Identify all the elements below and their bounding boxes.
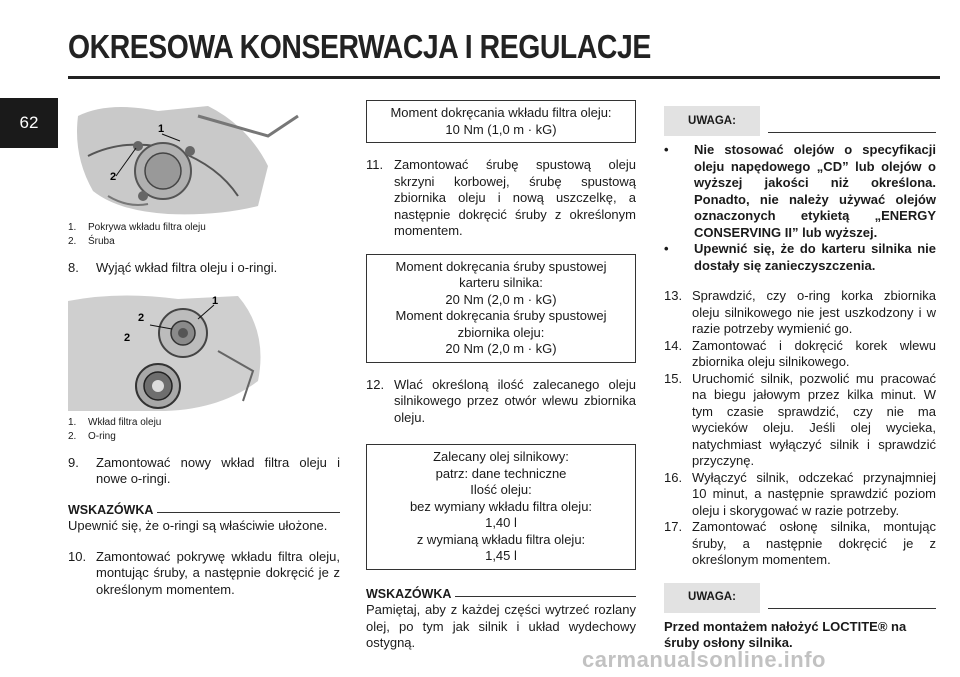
step-17: 17. Zamontować osłonę silnika, montując śruby, a następnie dokręcić je z określonym momentem. [664,519,936,567]
step-16: 16. Wyłączyć silnik, odczekać przynajmniej 10 minut, a następnie sprawdzić poziom oleju i skorygować w razie potrzeby. [664,469,936,518]
column-left [68,96,340,598]
warning-heading: UWAGA: [664,106,936,136]
step-10: 10. Zamontować pokrywę wkładu filtra oleju, montując śruby, a następnie dokręcić je z określonym momentem. [68,548,340,597]
torque-box-drain: Moment dokręcania śruby spustowej karteru silnika: 20 Nm (2,0 m · kG) Moment dokręcania śruby spustowej zbiornika oleju: 20 Nm (2,0 m · kG) [366,254,636,363]
warning-heading: UWAGA: [664,583,936,613]
engine-photo-1 [68,96,340,218]
warning-bullet: • Upewnić się, że do karteru silnika nie dostały się zanieczyszczenia. [664,241,936,273]
fig2-label-1: 1 [212,294,219,307]
torque-box-filter: Moment dokręcania wkładu filtra oleju: 10 Nm (1,0 m · kG) [366,100,636,143]
note-heading: WSKAZÓWKA [68,502,340,519]
step-15: 15. Uruchomić silnik, pozwolić mu pracować na biegu jałowym przez kilka minut. W tym czasie sprawdzić, czy nie ma wycieków oleju. Jeśli olej wycieka, natychmiast wyłączyć silnik i sprawdzić przyczynę. [664,370,936,468]
caption-item: 1. Pokrywa wkładu filtra oleju [68,222,206,233]
caption-item: 1. Wkład filtra oleju [68,416,162,428]
page-title: OKRESOWA KONSERWACJA I REGULACJE [68,28,651,65]
figure-filter-cover [68,96,340,218]
page-number-tab: 62 [0,98,58,148]
step-8: 8. Wyjąć wkład filtra oleju i o-ringi. [68,260,278,275]
engine-photo-2 [68,291,340,413]
fig2-label-2b: 2 [124,331,131,344]
watermark: carmanualsonline.info [582,647,826,672]
note-heading: WSKAZÓWKA [366,586,636,603]
column-middle [366,100,636,652]
fig1-label-1: 1 [158,123,165,135]
warning-bullet: • Nie stosować olejów o specyfikacji oleju napędowego „CD” lub olejów o wyższej jakości niż określona. Ponadto, nie należy używać olejów oznaczonych etykietą „ENERGY CONSERVING II” lub wyższej. [664,142,936,240]
note-text: Upewnić się, że o-ringi są właściwie ułożone. [68,518,328,533]
oil-spec-box: Zalecany olej silnikowy: patrz: dane techniczne Ilość oleju: bez wymiany wkładu filtra oleju: 1,40 l z wymianą wkładu filtra oleju: 1,45 l [366,444,636,570]
fig2-label-2a: 2 [138,311,145,324]
column-right [664,106,936,652]
step-11: 11. Zamontować śrubę spustową oleju skrzyni korbowej, śrubę spustową zbiornika oleju i nową uszczelkę, a następnie dokręcić śruby z określonym momentem. [366,157,636,238]
step-12: 12. Wlać określoną ilość zalecanego oleju silnikowego przez otwór wlewu zbiornika oleju. [366,376,636,425]
step-13: 13. Sprawdzić, czy o-ring korka zbiornika oleju silnikowego nie jest uszkodzony i w razie potrzeby wymienić go. [664,288,936,336]
warning-text: Przed montażem nałożyć LOCTITE® na śruby osłony silnika. [664,618,907,650]
caption-item: 2. O-ring [68,430,116,442]
figure-filter-element [68,291,340,413]
step-14: 14. Zamontować i dokręcić korek wlewu zbiornika oleju silnikowego. [664,337,936,369]
step-9: 9. Zamontować nowy wkład filtra oleju i nowe o-ringi. [68,454,340,486]
note-text: Pamiętaj, aby z każdej części wytrzeć rozlany olej, po tym jak silnik i układ wydechowy ostygną. [366,602,636,650]
fig1-label-2: 2 [110,171,117,183]
caption-item: 2. Śruba [68,236,115,247]
title-rule [68,76,940,79]
